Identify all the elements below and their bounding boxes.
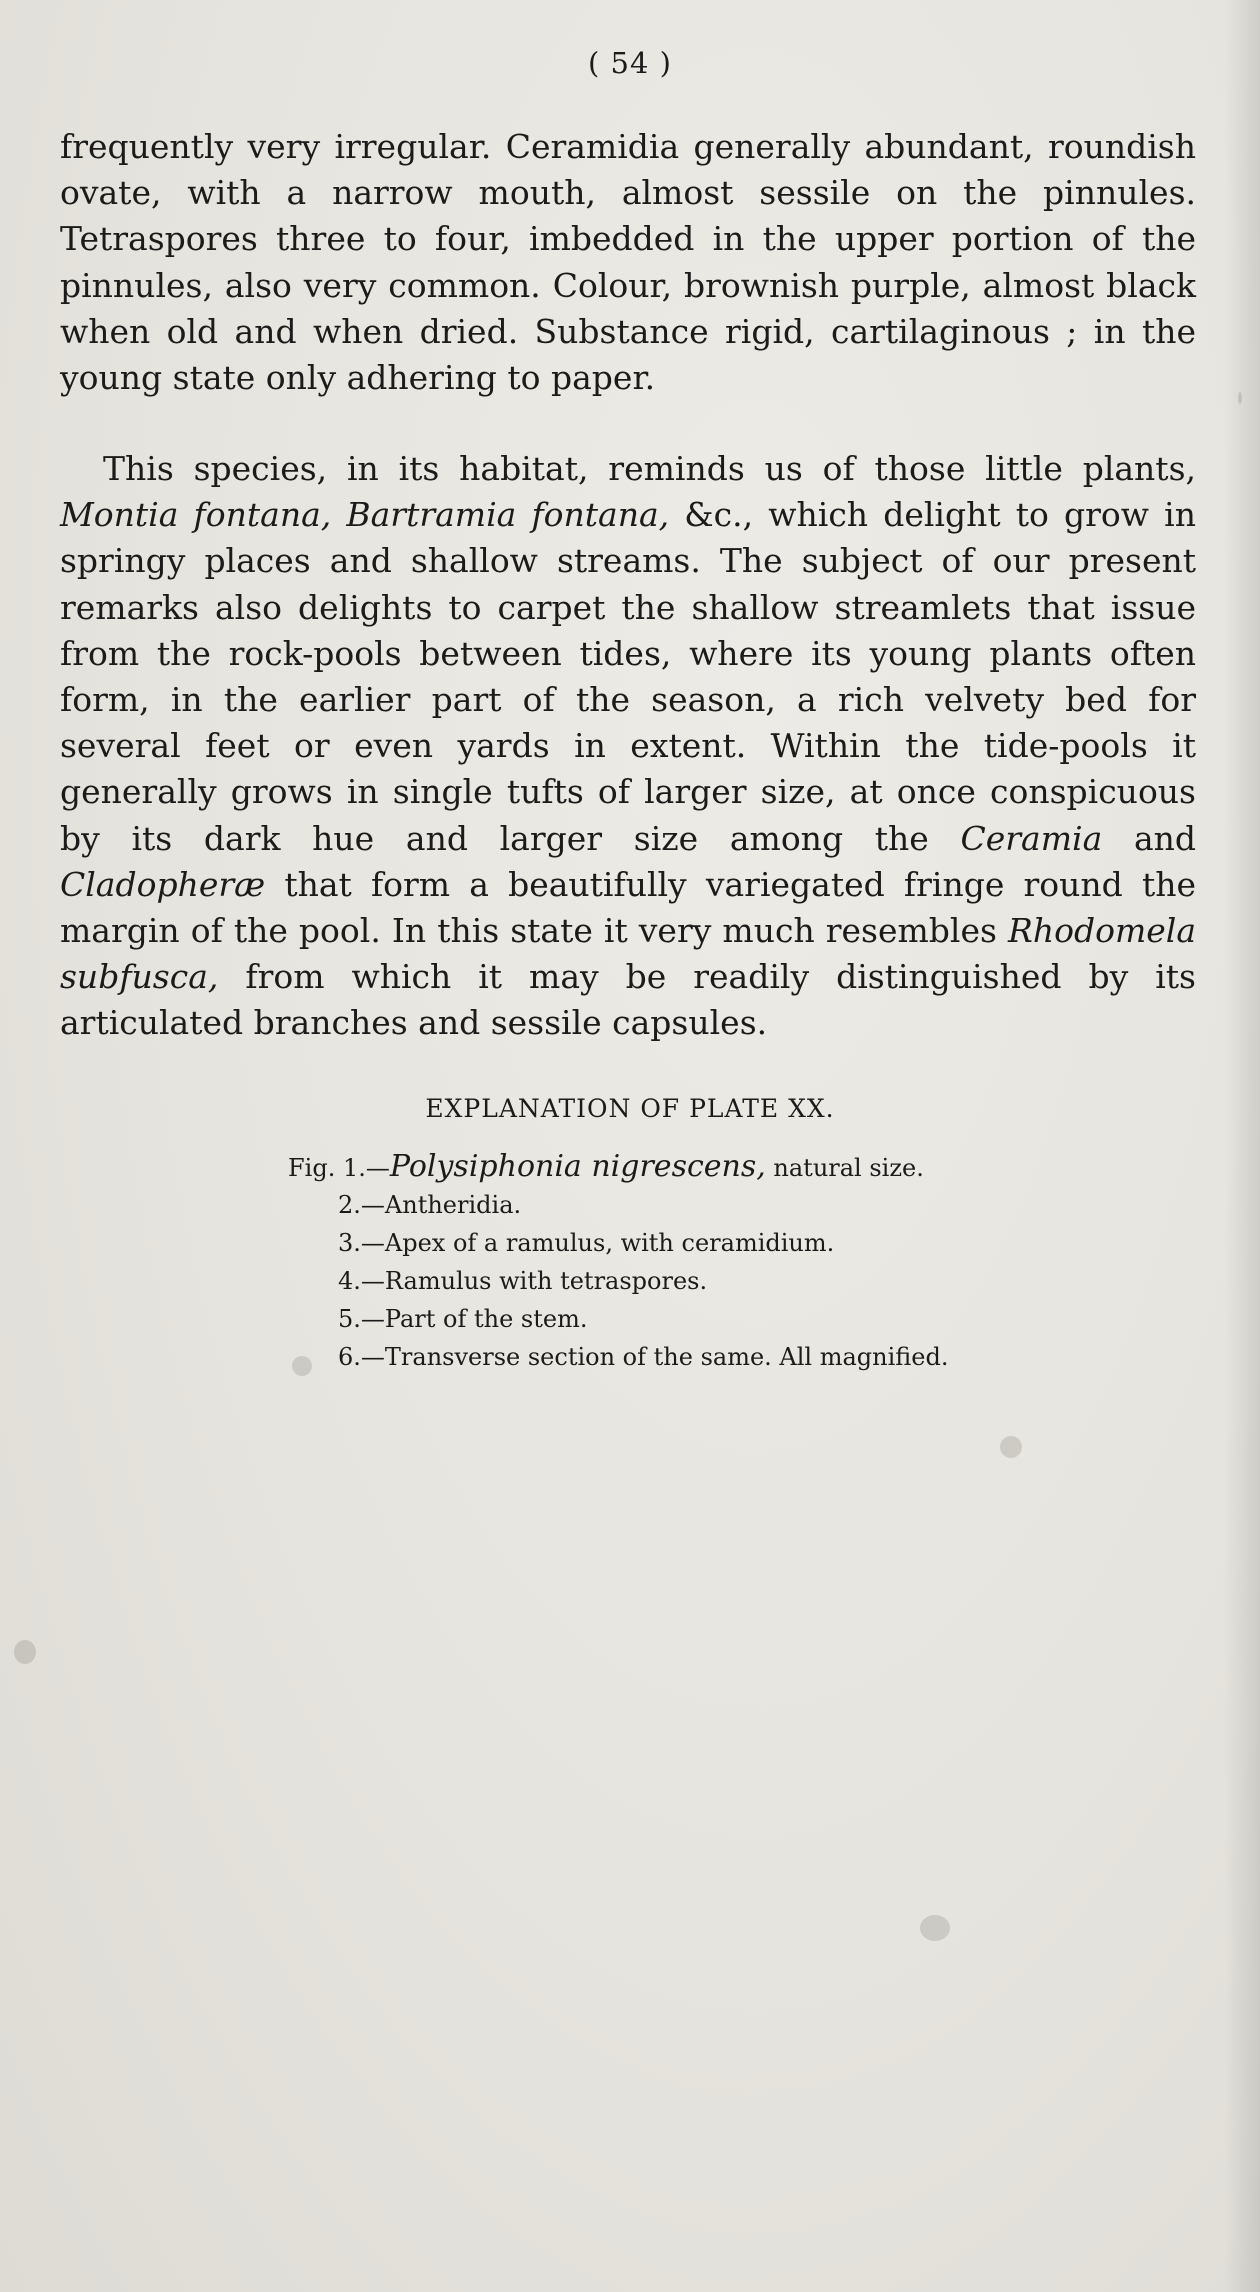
figure-description: Ramulus with tetraspores. (384, 1267, 708, 1295)
plate-heading: EXPLANATION OF PLATE XX. (425, 1094, 835, 1123)
text-run: and (1102, 818, 1196, 858)
figure-number: 4.— (338, 1267, 385, 1295)
figure-description: Antheridia. (384, 1191, 522, 1219)
figure-description: Apex of a ramulus, with ceramidium. (384, 1229, 835, 1257)
text-run: from which it may be readily distinguished by its articulated branches and sessile capsules. (60, 957, 1196, 1043)
text-run: that form a beautifully variegated fringe round the margin of the pool. In this state it very much resembles (60, 864, 1196, 951)
figure-list (288, 1148, 948, 1376)
figure-number: 3.— (338, 1229, 385, 1257)
text-run: &c., which delight to grow in springy places and shallow streams. The subject of our present remarks also delights to carpet the shallow streamlets that issue from the rock-pools between tides, where its young plants often form, in the earlier part of the season, a rich velvety bed for several feet or even yards in extent. Within the tide-pools it generally grows in single tufts of larger size, at once conspicuous by its dark hue and larger size among the (60, 495, 1196, 858)
italic-term: Ceramia (960, 818, 1103, 858)
italic-term: Cladopheræ (60, 864, 266, 904)
figure-item (288, 1186, 948, 1224)
paper-speck (1238, 392, 1242, 404)
figure-item (288, 1148, 948, 1186)
italic-term: Rhodomela subfusca, (60, 911, 1196, 997)
figure-number: 5.— (338, 1305, 385, 1333)
figure-number: 2.— (338, 1191, 385, 1219)
figure-description: Part of the stem. (384, 1305, 588, 1333)
figure-description: natural size. (765, 1154, 924, 1182)
paper-speck (14, 1640, 36, 1664)
figure-item (288, 1224, 948, 1262)
description-paragraph (60, 124, 1196, 401)
text-run: frequently very irregular. Ceramidia generally abundant, roundish ovate, with a narrow mouth, almost sessile on the pinnules. Tetraspores three to four, imbedded in the upper portion of the pinnules, also very common. Colour, brownish purple, almost black when old and when dried. Substance rigid, cartilaginous ; in the young state only adhering to paper. (60, 127, 1196, 398)
figure-item (288, 1300, 948, 1338)
paragraph-2 (60, 446, 1196, 1047)
text-run: This species, in its habitat, reminds us of those little plants, (103, 449, 1196, 488)
paper-speck (920, 1915, 950, 1941)
paragraph-1 (60, 124, 1196, 401)
paper-speck (1000, 1436, 1022, 1458)
paper-speck (292, 1356, 312, 1376)
figure-description: Transverse section of the same. All magnified. (384, 1343, 949, 1371)
figure-item (288, 1338, 948, 1376)
figure-number: Fig. 1.— (288, 1154, 390, 1182)
page-number: ( 54 ) (588, 46, 672, 80)
italic-term: Montia fontana, Bartramia fontana, (60, 495, 670, 535)
figure-number: 6.— (338, 1343, 385, 1371)
habitat-paragraph (60, 446, 1196, 1047)
page-edge-shadow (1224, 0, 1260, 2292)
figure-species-name: Polysiphonia nigrescens, (389, 1149, 766, 1184)
figure-item (288, 1262, 948, 1300)
